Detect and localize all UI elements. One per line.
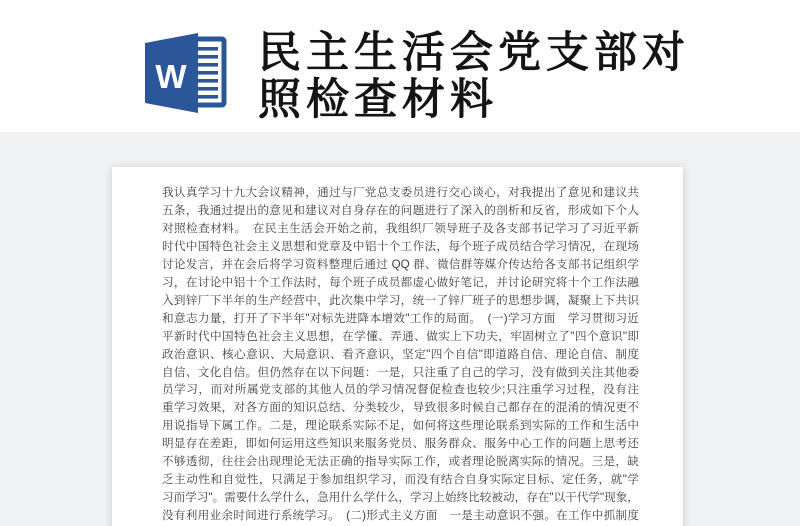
header: [0, 0, 800, 132]
document-text: [162, 184, 639, 525]
document-text-line: 习，在讨论中铝十个工作法时，每个班子成员都虚心做好笔记，并讨论研究将十个工作法融: [162, 275, 639, 289]
document-text-line: 没有利用业余时间进行系统学习。 (二)形式主义方面 一是主动意识不强。在工作中抓制度: [162, 509, 639, 523]
document-text-line: 平新时代中国特色社会主义思想，在学懂、弄通、做实上下功夫，牢固树立了"四个意识"即: [162, 329, 639, 343]
document-text-line: 员学习，而对所属党支部的其他人员的学习情况督促检查也较少;只注重学习过程，没有注: [162, 383, 639, 397]
document-text-line: 讨论发言，并在会后将学习资料整理后通过 QQ 群、微信群等媒介传达给各支部书记组织学: [162, 257, 639, 271]
document-text-line: 明显存在差距，即如何运用这些知识来服务党员、服务群众、服务中心工作的问题上思考还: [162, 437, 639, 451]
document-text-line: 五条，我通过提出的意见和建议对自身存在的问题进行了深入的剖析和反省，形成如下个人: [162, 203, 639, 217]
document-text-line: 时代中国特色社会主义思想和党章及中铝十个工作法，每个班子成员结合学习情况，在现场: [162, 239, 639, 253]
document-text-line: 习而学习"。需要什么学什么，急用什么学什么，学习上始终比较被动，存在"以干代学"现象，: [162, 491, 639, 505]
document-text-line: 和意志力量，打开了下半年"对标先进降本增效"工作的局面。 (一)学习方面 学习贯彻习近: [162, 311, 639, 325]
document-text-line: 乏主动性和自觉性，只满足于参加组织学习，而没有结合自身实际定目标、定任务，就"学: [162, 473, 639, 487]
document-text-line: 不够透彻，往往会出现理论无法正确的指导实际工作，或者理论脱离实际的情况。三是，缺: [162, 455, 639, 469]
document-text-line: 自信、文化自信。但仍然存在以下问题：一是，只注重了自己的学习，没有做到关注其他委: [162, 365, 639, 379]
word-document-icon: [142, 33, 228, 113]
page-title: 民主生活会党支部对照检查材料: [258, 29, 690, 124]
document-text-line: 入到锌厂下半年的生产经营中，此次集中学习，统一了锌厂班子的思想步调，凝聚上下共识: [162, 293, 639, 307]
word-icon-letter: W: [155, 58, 187, 95]
document-preview-card: [112, 167, 683, 526]
document-text-line: 对照检查材料。 在民主生活会开始之前，我组织厂领导班子及各支部书记学习了习近平新: [162, 221, 639, 235]
document-text-line: 用说指导下属工作。二是，理论联系实际不足，如何将这些理论联系到实际的工作和生活中: [162, 419, 639, 433]
document-text-line: 重学习效果，对各方面的知识总结、分类较少，导致很多时候自己都存在的混淆的情况更不: [162, 401, 639, 415]
document-text-line: 政治意识、核心意识、大局意识、看齐意识，坚定"四个自信"即道路自信、理论自信、制度: [162, 347, 639, 361]
document-text-line: 我认真学习十九大会议精神，通过与厂党总支委员进行交心谈心，对我提出了意见和建议共: [162, 186, 639, 199]
